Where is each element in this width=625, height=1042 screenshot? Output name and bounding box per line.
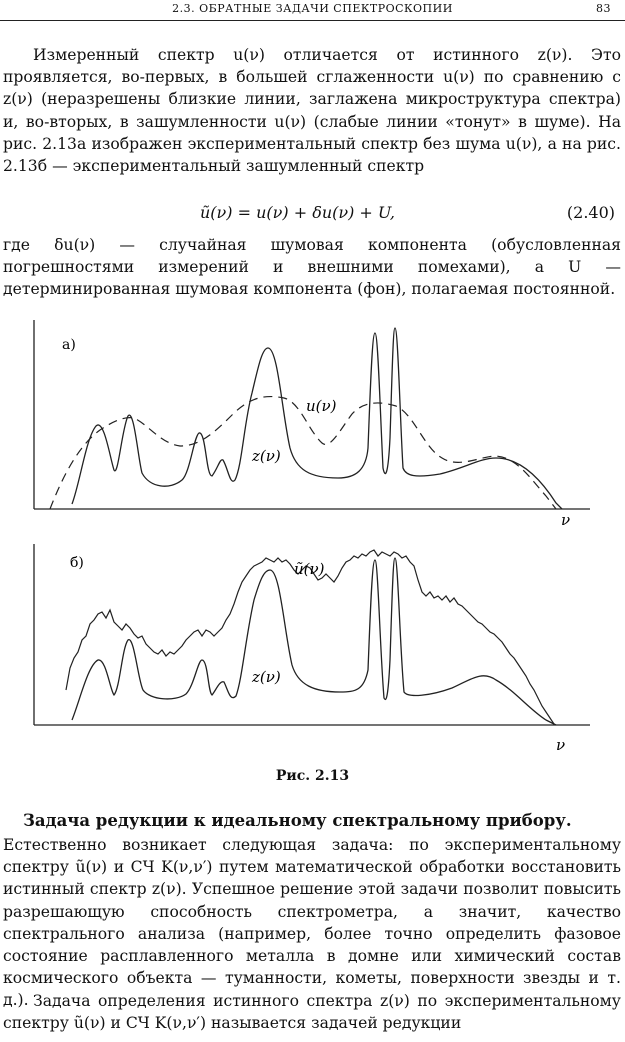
- figure-a-u-label: u(ν): [306, 397, 337, 415]
- page-number: 83: [596, 2, 611, 15]
- equation-formula: ũ(ν) = u(ν) + δu(ν) + U,: [200, 203, 396, 222]
- section-title: 2.3. ОБРАТНЫЕ ЗАДАЧИ СПЕКТРОСКОПИИ: [172, 2, 453, 15]
- figure-b-plot: [0, 540, 625, 755]
- figure-b-z-label: z(ν): [252, 668, 281, 686]
- figure-a-nu-label: ν: [561, 511, 571, 529]
- figure-2-13a: [0, 318, 625, 533]
- figure-caption: Рис. 2.13: [275, 768, 350, 784]
- figure-a-z-curve: [72, 328, 562, 509]
- figure-a-u-curve: [50, 397, 556, 509]
- equation-number: (2.40): [566, 203, 615, 222]
- figure-b-u-tilde-label: ũ(ν): [294, 560, 325, 578]
- paragraph-noise-definition: где δu(ν) — случайная шумовая компонента (обусловленная погрешностями измерений и внешними помехами), а U — детерминированная шумовая компонента (фон), полагаемая постоянной.: [3, 236, 621, 299]
- task-heading: Задача редукции к идеальному спектральному прибору.: [23, 811, 572, 830]
- paragraph-reduction-task: Естественно возникает следующая задача: по экспериментальному спектру ũ(ν) и СЧ K(ν,ν′) путем математической обработки восстановить истинный спектр z(ν). Успешное решение этой задачи позволит повысить разрешающую способность спектрометра, а значит, качество спектрального анализа (например, более точно определить фазовое состояние расплавленного металла в домне или химический состав космического объекта — туманности, кометы, поверхности звезды и т. д.).: [3, 836, 621, 1010]
- paragraph-intro: Измеренный спектр u(ν) отличается от истинного z(ν). Это проявляется, во-первых, в большей сглаженности u(ν) по сравнению с z(ν) (неразрешены близкие линии, заглажена микроструктура спектра) и, во-вторых, в зашумленности u(ν) (слабые линии «тонут» в шуме). На рис. 2.13а изображен экспериментальный спектр без шума u(ν), а на рис. 2.13б — экспериментальный зашумленный спектр: [3, 46, 621, 176]
- figure-a-plot: [0, 318, 625, 533]
- figure-2-13b: [0, 540, 625, 755]
- running-header: [0, 0, 625, 21]
- figure-a-panel-label: а): [62, 337, 76, 353]
- figure-a-z-label: z(ν): [252, 447, 281, 465]
- equation-2-40: [0, 200, 625, 226]
- paragraph-reduction-definition: Задача определения истинного спектра z(ν) по экспериментальному спектру ũ(ν) и СЧ K(ν,ν′) называется задачей редукции: [3, 992, 621, 1033]
- figure-b-nu-label: ν: [556, 736, 566, 754]
- figure-b-panel-label: б): [70, 555, 84, 571]
